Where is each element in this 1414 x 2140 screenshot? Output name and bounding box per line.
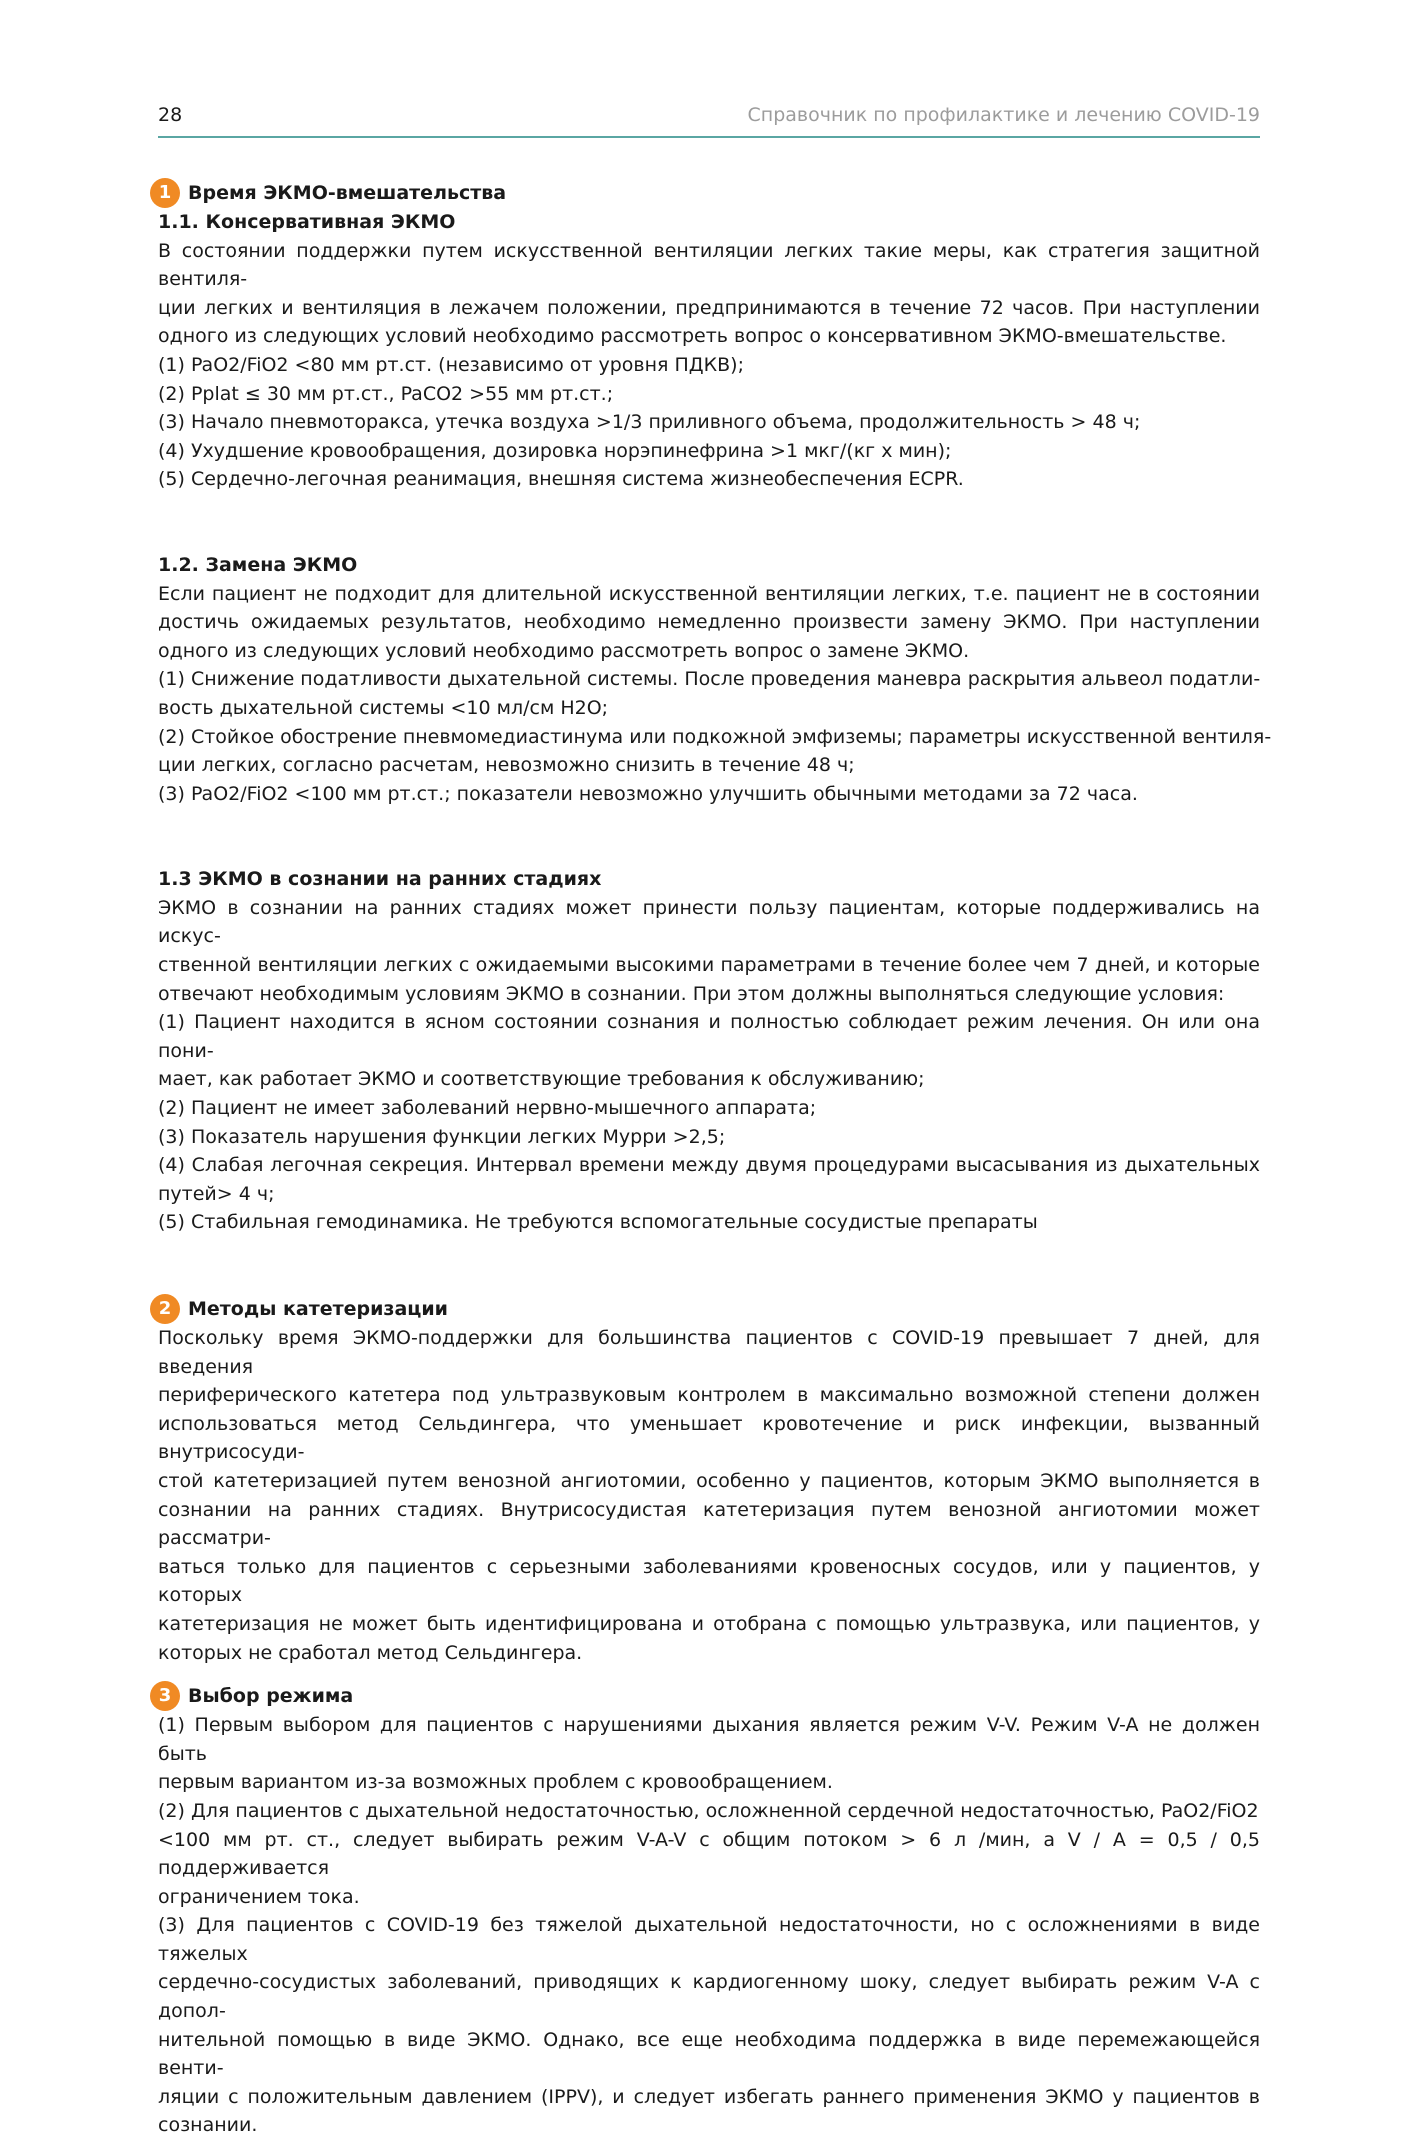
list-item: (3) PaO2/FiO2 <100 мм рт.ст.; показатели невозможно улучшить обычными методами за 72 часа. [158, 782, 1138, 805]
section-3-heading [158, 1681, 1260, 1711]
page-header [158, 102, 1260, 138]
section-1-heading [158, 178, 1260, 208]
section-2-heading [158, 1294, 1260, 1324]
paragraph-line: катетеризация не может быть идентифицирована и отобрана с помощью ультразвука, или пациентов, у [158, 1612, 1260, 1635]
list-item: (1) PaO2/FiO2 <80 мм рт.ст. (независимо от уровня ПДКВ); [158, 353, 744, 376]
page-number: 28 [158, 104, 183, 126]
paragraph-line: ции легких и вентиляция в лежачем положении, предпринимаются в течение 72 часов. При наступлении [158, 296, 1260, 319]
section-number-badge: 2 [150, 1294, 180, 1324]
subsection-title: 1.3 ЭКМО в сознании на ранних стадиях [158, 868, 602, 891]
section-number-badge: 1 [150, 178, 180, 208]
section-title: Время ЭКМО-вмешательства [188, 181, 507, 204]
paragraph-line: отвечают необходимым условиям ЭКМО в сознании. При этом должны выполняться следующие условия: [158, 982, 1225, 1005]
list-item: (3) Начало пневмоторакса, утечка воздуха >1/3 приливного объема, продолжительность > 48 ч; [158, 411, 1141, 434]
paragraph-line: достичь ожидаемых результатов, необходимо немедленно произвести замену ЭКМО. При наступлении [158, 611, 1260, 634]
subsection-title: 1.2. Замена ЭКМО [158, 553, 358, 576]
page-content [158, 178, 1272, 2140]
list-item: путей> 4 ч; [158, 1182, 275, 1205]
paragraph-line: нительной помощью в виде ЭКМО. Однако, все еще необходима поддержка в виде перемежающейся венти- [158, 2028, 1260, 2080]
list-item: (5) Стабильная гемодинамика. Не требуются вспомогательные сосудистые препараты [158, 1211, 1038, 1234]
paragraph-line: ваться только для пациентов с серьезными заболеваниями кровеносных сосудов, или у пациентов, у которых [158, 1555, 1260, 1607]
list-item: вость дыхательной системы <10 мл/см H2O; [158, 696, 609, 719]
paragraph-line: ограничением тока. [158, 1885, 360, 1908]
list-item: мает, как работает ЭКМО и соответствующие требования к обслуживанию; [158, 1068, 925, 1091]
paragraph-line: Если пациент не подходит для длительной искусственной вентиляции легких, т.е. пациент не в состоянии [158, 582, 1260, 605]
section-number-badge: 3 [150, 1681, 180, 1711]
paragraph-line: ственной вентиляции легких с ожидаемыми высокими параметрами в течение более чем 7 дней, и которые [158, 954, 1260, 977]
section-title: Методы катетеризации [188, 1297, 448, 1320]
paragraph-line: которых не сработал метод Сельдингера. [158, 1641, 583, 1664]
paragraph-line: одного из следующих условий необходимо рассмотреть вопрос о замене ЭКМО. [158, 639, 970, 662]
list-item: (1) Снижение податливости дыхательной системы. После проведения маневра раскрытия альвеол податли- [158, 668, 1261, 691]
list-item: (4) Ухудшение кровообращения, дозировка норэпинефрина >1 мкг/(кг х мин); [158, 439, 952, 462]
paragraph-line: (1) Первым выбором для пациентов с нарушениями дыхания является режим V-V. Режим V-A не должен быть [158, 1714, 1260, 1765]
paragraph-line: (2) Для пациентов с дыхательной недостаточностью, осложненной сердечной недостаточностью, PaO2/FiO2 [158, 1799, 1259, 1822]
paragraph-line: сознании. [158, 2114, 258, 2137]
paragraph-line: ляции с положительным давлением (IPPV), и следует избегать раннего применения ЭКМО у пациентов в [158, 2085, 1260, 2108]
list-item: (2) Стойкое обострение пневмомедиастинума или подкожной эмфиземы; параметры искусственной вентиля- [158, 725, 1272, 748]
paragraph-line: (3) Для пациентов с COVID-19 без тяжелой дыхательной недостаточности, но с осложнениями в виде тяжелых [158, 1914, 1260, 1965]
running-title: Справочник по профилактике и лечению COVID-19 [747, 104, 1260, 126]
paragraph-line: В состоянии поддержки путем искусственной вентиляции легких такие меры, как стратегия защитной вентиля- [158, 239, 1260, 291]
list-item: (2) Пациент не имеет заболеваний нервно-мышечного аппарата; [158, 1097, 817, 1120]
list-item: ции легких, согласно расчетам, невозможно снизить в течение 48 ч; [158, 754, 855, 777]
paragraph-line: периферического катетера под ультразвуковым контролем в максимально возможной степени должен [158, 1384, 1260, 1407]
paragraph-line: <100 мм рт. ст., следует выбирать режим V-A-V с общим потоком > 6 л /мин, а V / A = 0,5 / 0,5 поддерживается [158, 1828, 1260, 1880]
paragraph-line: стой катетеризацией путем венозной ангиотомии, особенно у пациентов, которым ЭКМО выполняется в [158, 1469, 1260, 1492]
list-item: (4) Слабая легочная секреция. Интервал времени между двумя процедурами высасывания из дыхательных [158, 1154, 1260, 1177]
subsection-title: 1.1. Консервативная ЭКМО [158, 211, 456, 233]
paragraph-line: одного из следующих условий необходимо рассмотреть вопрос о консервативном ЭКМО-вмешательстве. [158, 325, 1227, 348]
paragraph-line: ЭКМО в сознании на ранних стадиях может принести пользу пациентам, которые поддерживались на искус- [158, 896, 1260, 948]
list-item: (5) Сердечно-легочная реанимация, внешняя система жизнеобеспечения ECPR. [158, 468, 964, 491]
paragraph-line: сердечно-сосудистых заболеваний, приводящих к кардиогенному шоку, следует выбирать режим V-A с допол- [158, 1971, 1260, 2023]
list-item: (2) Pplat ≤ 30 мм рт.ст., PaCO2 >55 мм рт.ст.; [158, 382, 614, 405]
paragraph-line: первым вариантом из-за возможных проблем с кровообращением. [158, 1771, 833, 1794]
paragraph-line: Поскольку время ЭКМО-поддержки для большинства пациентов с COVID-19 превышает 7 дней, для введения [158, 1327, 1260, 1378]
list-item: (3) Показатель нарушения функции легких Мурри >2,5; [158, 1125, 726, 1148]
list-item: (1) Пациент находится в ясном состоянии сознания и полностью соблюдает режим лечения. Он или она пони- [158, 1011, 1260, 1062]
paragraph-line: использоваться метод Сельдингера, что уменьшает кровотечение и риск инфекции, вызванный внутрисосуди- [158, 1412, 1260, 1464]
paragraph-line: сознании на ранних стадиях. Внутрисосудистая катетеризация путем венозной ангиотомии может рассматри- [158, 1498, 1260, 1550]
section-title: Выбор режима [188, 1684, 354, 1707]
